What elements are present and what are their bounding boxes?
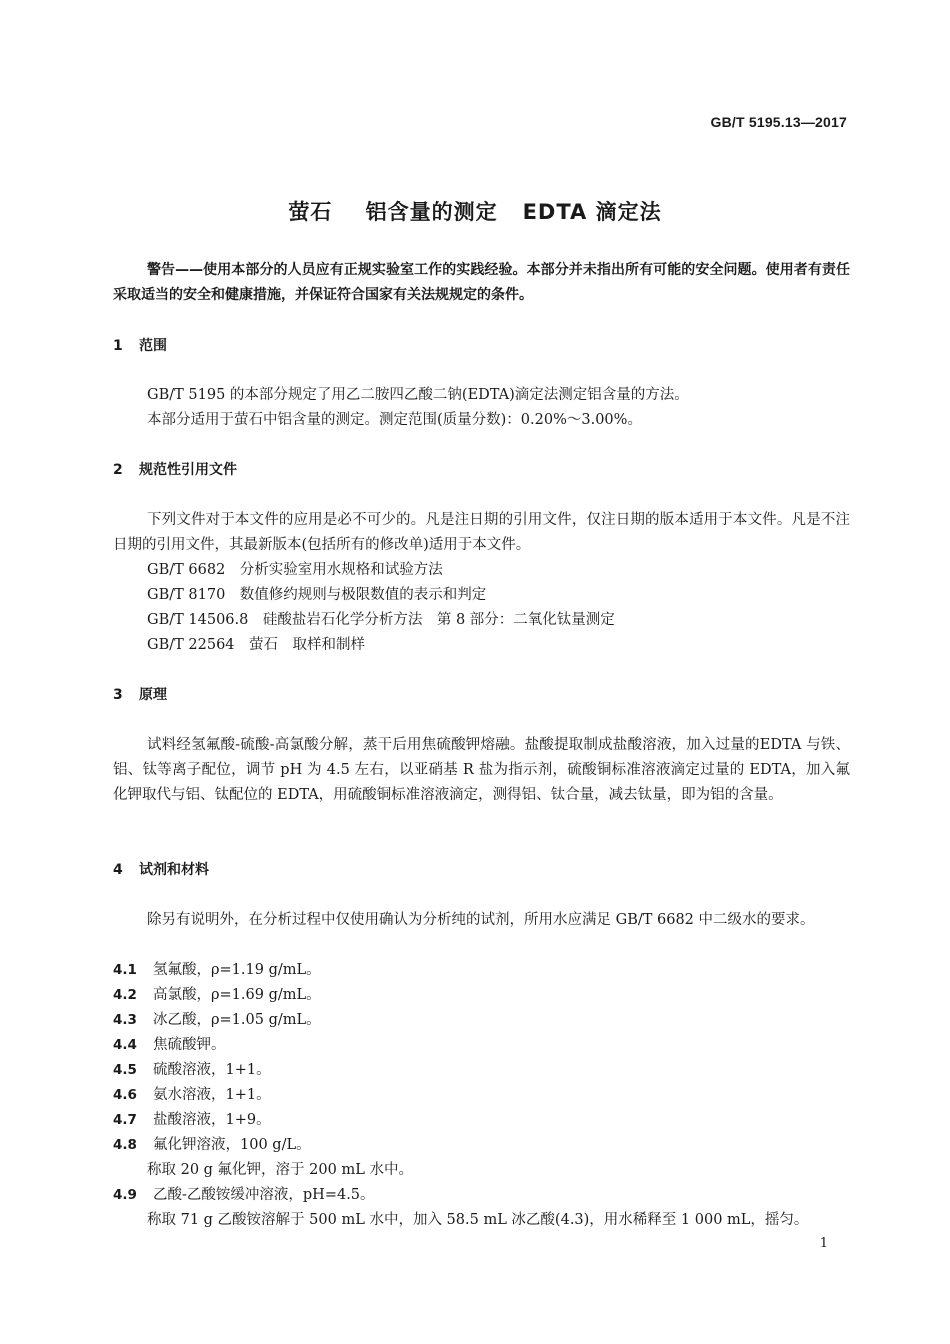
title-part-1: 萤石 — [288, 200, 333, 224]
item-number: 4.1 — [113, 962, 137, 978]
item-text: 氟化钾溶液，100 g/L。 — [153, 1137, 311, 1153]
reagent-item — [113, 1033, 226, 1058]
item-number: 4.4 — [113, 1037, 137, 1053]
item-text: 硫酸溶液，1+1。 — [153, 1062, 271, 1078]
item-text: 焦硫酸钾。 — [153, 1037, 226, 1053]
item-text: 盐酸溶液，1+9。 — [153, 1112, 271, 1128]
reagent-item — [113, 983, 321, 1008]
reagent-item — [113, 1058, 271, 1083]
warning-paragraph: 警告——使用本部分的人员应有正规实验室工作的实践经验。本部分并未指出所有可能的安全问题。使用者有责任采取适当的安全和健康措施，并保证符合国家有关法规规定的条件。 — [113, 262, 850, 303]
section-3-heading — [113, 685, 167, 705]
section-number: 2 — [113, 462, 123, 478]
reagents-intro-paragraph: 除另有说明外，在分析过程中仅使用确认为分析纯的试剂，所用水应满足 GB/T 6682 中二级水的要求。 — [147, 912, 815, 928]
reference-item: GB/T 14506.8 硅酸盐岩石化学分析方法 第 8 部分：二氧化钛量测定 — [147, 612, 615, 628]
section-title: 范围 — [139, 338, 167, 354]
scope-paragraph-1: GB/T 5195 的本部分规定了用乙二胺四乙酸二钠(EDTA)滴定法测定铝含量的方法。 — [147, 387, 689, 403]
title-part-2: 铝含量的测定 — [365, 200, 498, 224]
reference-item: GB/T 6682 分析实验室用水规格和试验方法 — [147, 562, 443, 578]
item-number: 4.2 — [113, 987, 137, 1003]
reference-item: GB/T 22564 萤石 取样和制样 — [147, 637, 366, 653]
reference-item: GB/T 8170 数值修约规则与极限数值的表示和判定 — [147, 587, 487, 603]
section-1-heading — [113, 336, 167, 356]
normative-intro-paragraph: 下列文件对于本文件的应用是必不可少的。凡是注日期的引用文件，仅注日期的版本适用于本文件。凡是不注日期的引用文件，其最新版本(包括所有的修改单)适用于本文件。 — [113, 512, 850, 553]
item-text: 冰乙酸，ρ=1.05 g/mL。 — [153, 1012, 321, 1028]
item-number: 4.6 — [113, 1087, 137, 1103]
reagent-item — [113, 958, 321, 983]
document-title — [0, 196, 950, 226]
title-part-3: EDTA 滴定法 — [522, 200, 662, 224]
item-number: 4.8 — [113, 1137, 137, 1153]
section-number: 1 — [113, 338, 123, 354]
item-text: 氢氟酸，ρ=1.19 g/mL。 — [153, 962, 321, 978]
reagent-item — [113, 1008, 321, 1033]
section-number: 4 — [113, 862, 123, 878]
reagent-item — [113, 1183, 375, 1208]
item-number: 4.5 — [113, 1062, 137, 1078]
reagent-item — [113, 1133, 311, 1158]
section-title: 规范性引用文件 — [139, 462, 237, 478]
section-number: 3 — [113, 687, 123, 703]
principle-paragraph: 试料经氢氟酸-硫酸-高氯酸分解，蒸干后用焦硫酸钾熔融。盐酸提取制成盐酸溶液，加入过量的EDTA 与铁、铝、钛等离子配位，调节 pH 为 4.5 左右，以亚硝基 R 盐为指示剂，硫酸铜标准溶液滴定过量的 EDTA，加入氟化钾取代与铝、钛配位的 EDTA，用硫酸铜标准溶液滴定，测得铝、钛合量，减去钛量，即为铝的含量。 — [113, 737, 850, 803]
scope-paragraph-2: 本部分适用于萤石中铝含量的测定。测定范围(质量分数)：0.20%～3.00%。 — [147, 412, 642, 428]
item-number: 4.7 — [113, 1112, 137, 1128]
item-text: 氨水溶液，1+1。 — [153, 1087, 271, 1103]
item-number: 4.3 — [113, 1012, 137, 1028]
item-text: 高氯酸，ρ=1.69 g/mL。 — [153, 987, 321, 1003]
reagent-item — [113, 1108, 271, 1133]
section-2-heading — [113, 460, 237, 480]
item-text: 乙酸-乙酸铵缓冲溶液，pH=4.5。 — [153, 1187, 375, 1203]
reagent-item — [113, 1083, 271, 1108]
item-number: 4.9 — [113, 1187, 137, 1203]
page-number: 1 — [819, 1236, 828, 1251]
section-4-heading — [113, 860, 209, 880]
reagent-note-4-8: 称取 20 g 氟化钾，溶于 200 mL 水中。 — [147, 1162, 413, 1178]
section-title: 试剂和材料 — [139, 862, 209, 878]
section-title: 原理 — [139, 687, 167, 703]
reagent-note-4-9: 称取 71 g 乙酸铵溶解于 500 mL 水中，加入 58.5 mL 冰乙酸(4.3)，用水稀释至 1 000 mL，摇匀。 — [147, 1212, 809, 1228]
standard-number: GB/T 5195.13—2017 — [710, 114, 847, 130]
